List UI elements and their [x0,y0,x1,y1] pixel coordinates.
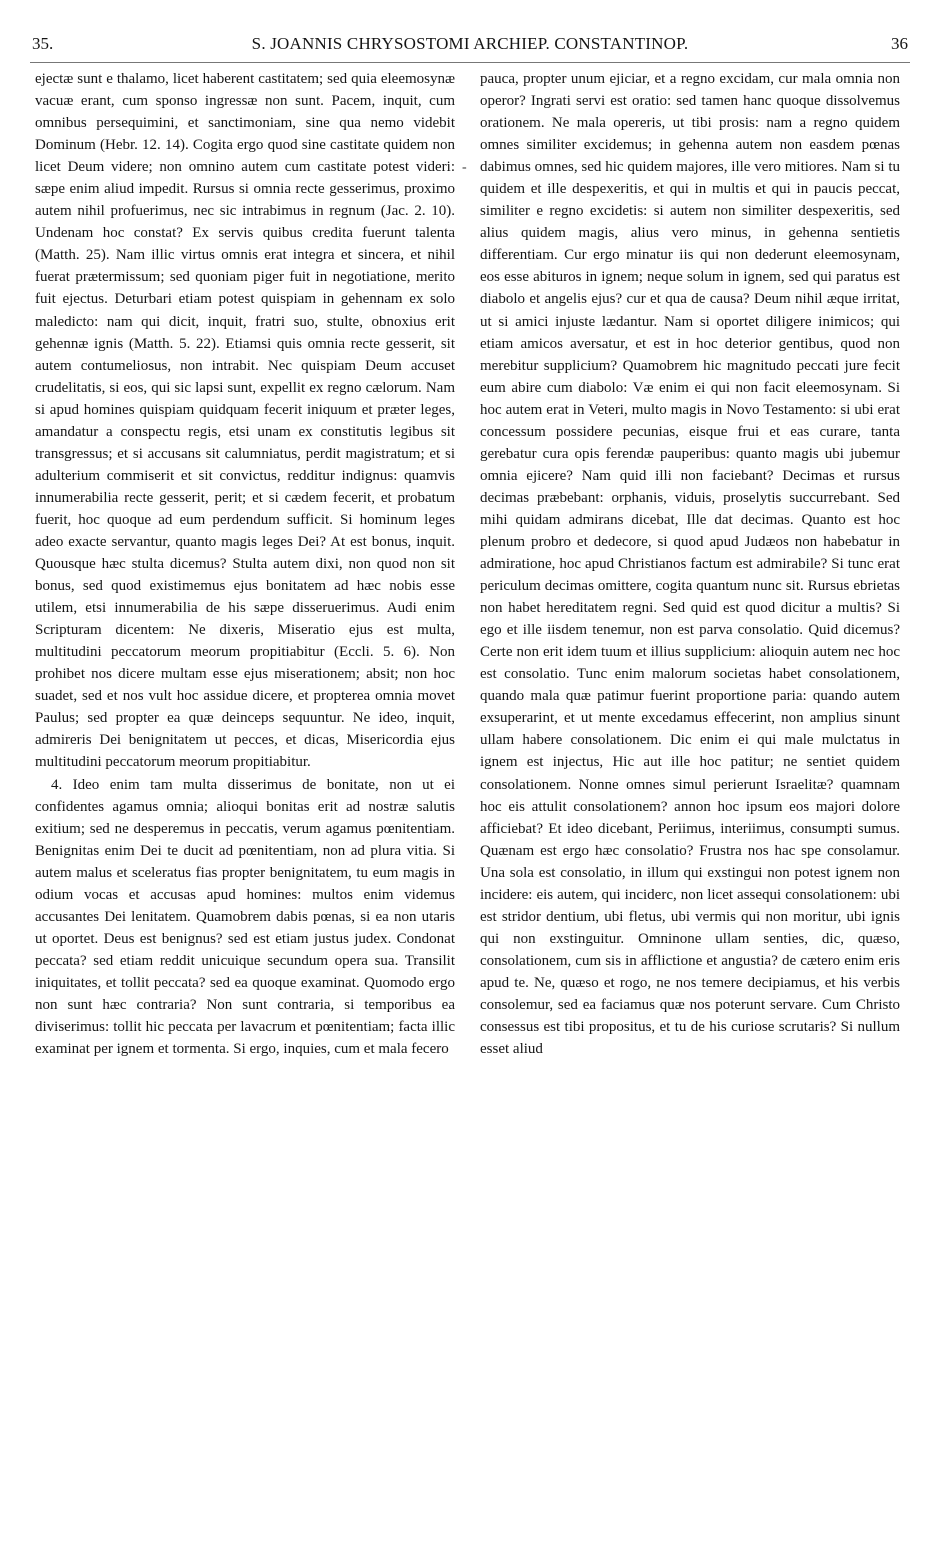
gutter-mark: - [462,160,467,175]
running-title: S. JOANNIS CHRYSOSTOMI ARCHIEP. CONSTANTINOP. [251,34,689,53]
text-column-left [35,68,455,1538]
paragraph-left-1: ejectæ sunt e thalamo, licet haberent castitatem; sed quia eleemosynæ vacuæ erant, cum sponso ingressæ non sunt. Pacem, inquit, cum omnibus persequimini, et sanctimoniam, sine qua nemo videbit Dominum (Hebr. 12. 14). Cogita ergo quod sine castitate quidem non licet Deum videre; non omnino autem cum castitate potest videri: sæpe enim aliud impedit. Rursus si omnia recte gesserimus, proximo autem nihil profuerimus, nec sic intrabimus in regnum (Jac. 2. 10). Undenam hoc constat? Ex servis quibus credita fuerunt talenta (Matth. 25). Nam illic virtus omnis erat integra et sincera, et nihil fuerat prætermissum; sed quoniam piger fuit in negotiatione, merito fuit ejectus. Deturbari etiam potest quispiam in gehennam ex solo maledicto: nam qui dicit, inquit, fratri suo, stulte, obnoxius erit gehennæ ignis (Matth. 5. 22). Etiamsi quis omnia recte gesserit, sit autem contumeliosus, non intrabit. Nec quispiam Deum accuset crudelitatis, si eos, qui sic lapsi sunt, expellit ex regno cælorum. Nam si apud homines quispiam quidquam fecerit iniquum et præter leges, amandatur a conspectu regis, etsi unam ex constitutis legibus sit transgressus; et si accusans sit calumniatus, perdit magistratum; et si adulterium commiserit et sit convictus, redditur indignus: quamvis innumerabilia recte gesserit, perit; et si cædem fecerit, et probatum fuerit, hoc quoque ad eum perdendum sufficit. Si hominum leges adeo exacte servantur, quanto magis leges Dei? At est bonus, inquit. Quousque hæc stulta dicemus? Stulta autem dixi, non quod non sit bonus, sed quod existimemus ejus bonitatem ad hæc nobis esse utilem, etsi innumerabilia de his sæpe disseruerimus. Audi enim Scripturam dicentem: Ne dixeris, Miseratio ejus est multa, multitudini peccatorum meorum propitiabitur (Eccli. 5. 6). Non prohibet nos dicere multam esse ejus miserationem; absit; non hoc suadet, sed et nos vult hoc assidue dicere, et propterea omnia movet Paulus; sed propter ea quæ deinceps sequuntur. Ne ideo, inquit, admireris Dei benignitatem ut pecces, et dicas, Misericordia ejus multitudini peccatorum meorum propitiabitur. [35,71,455,771]
page-number-left: 35. [32,34,54,53]
paragraph-left-2: 4. Ideo enim tam multa disserimus de bonitate, non ut ei confidentes agamus omnia; alioqui bonitas erit ad nostræ salutis exitium; sed ne desperemus in peccatis, verum agamus pœnitentiam. Benignitas enim Dei te ducit ad pœnitentiam, non ad plura vitia. Si autem malus et sceleratus fias propter benignitatem, tu eum magis in odium vocas et accusas apud homines: multos enim videmus accusantes Dei lenitatem. Quamobrem dabis pœnas, si ea non utaris ut oportet. Deus est benignus? sed est etiam justus judex. Condonat peccata? sed etiam reddit unicuique secundum opera sua. Transilit iniquitates, et tollit peccata? sed ea quoque examinat. Quomodo ergo non sunt hæc contraria? Non sunt contraria, si temporibus ea diviserimus: tollit hic peccata per lavacrum et pœnitentiam; facta illic examinat per ignem et tormenta. Si ergo, inquies, cum et mala fecero [35,776,455,1058]
page-number-right: 36 [891,34,908,53]
text-column-right [480,68,900,1538]
running-header [30,28,910,63]
paragraph-right-1: pauca, propter unum ejiciar, et a regno excidam, cur mala omnia non operor? Ingrati servi est oratio: sed tamen hanc quoque dissolvemus orationem. Ne mala opereris, ut tibi prosis: nam a regno quidem omnes similiter excidemus; in gehenna autem non easdem pœnas dabimus omnes, sed hic quidem majores, ille vero mitiores. Nam si tu quidem et ille despexeritis, et qui in multis et qui in paucis peccat, similiter e regno excidetis: si autem non similiter despexeritis, sed alius quidem magis, alius vero minus, in gehenna sentietis differentiam. Cur ergo minatur iis qui non dederunt eleemosynam, eos esse abituros in ignem; neque solum in ignem, sed qui paratus est diabolo et angelis ejus? cur et qua de causa? Deum nihil æque irritat, ut si amici injuste lædantur. Nam si oportet diligere inimicos; qui etiam amicos aversatur, et est in hoc deterior gentibus, quod non merebitur supplicium? Quamobrem hic magnitudo peccati jure fecit eum abire cum diabolo: Væ enim ei qui non facit eleemosynam. Si hoc autem erat in Veteri, multo magis in Novo Testamento: si ubi erat concessum possidere pecunias, eisque frui et eas curare, tanta gerebatur cura opis ferendæ pauperibus: quanto magis ubi jubemur omnia ejicere? Nam quid illi non faciebant? Decimas et rursus decimas præbebant: orphanis, viduis, proselytis succurrebant. Sed mihi quidam admirans dicebat, Ille dat decimas. Quanto est hoc plenum probro et dedecore, si quod apud Judæos non habebatur in admiratione, hoc apud Christianos factum est admirabile? Si tunc erat periculum decimas omittere, cogita quantum nunc sit. Rursus ebrietas non habet hereditatem regni. Sed quid est quod dicitur a multis? Si ego et ille iisdem tenemur, non est parva consolatio. Quid dicemus? Certe non erit idem tuum et illius supplicium: alioquin autem nec hoc est consolatio. Tunc enim malorum societas habet consolationem, quando mala quæ patimur fuerint proportione paria: quando autem exsuperarint, et ut mente excedamus effecerint, non amplius sinunt ullam habere consolationem. Dic enim ei qui male mulctatus in ignem est injectus, Hic aut ille hoc patitur; ne sentiet quidem consolationem. Nonne omnes simul perierunt Israelitæ? quamnam hoc eis attulit consolationem? annon hoc ipsum eos majori dolore afficiebat? Et ideo dicebant, Periimus, interiimus, consumpti sumus. Quænam est ergo hæc consolatio? Frustra nos hac spe consolamur. Una sola est consolatio, in illum qui exstingui non potest ignem non incidere: eis autem, qui inciderc, non licet assequi consolationem: ubi est stridor dentium, ubi fletus, ubi vermis qui non moritur, ubi ignis qui non exstinguitur. Omninone ullam senties, dic, quæso, consolationem, cum sis in afflictione et angustia? de cætero enim eris apud te. Ne, quæso et rogo, ne nos temere decipiamus, et his verbis consolemur, sed ea faciamus quæ nos poterunt servare. Cum Christo consessus est tibi propositus, et tu de his curiose scrutaris? Si nullum esset aliud [480,71,900,1058]
